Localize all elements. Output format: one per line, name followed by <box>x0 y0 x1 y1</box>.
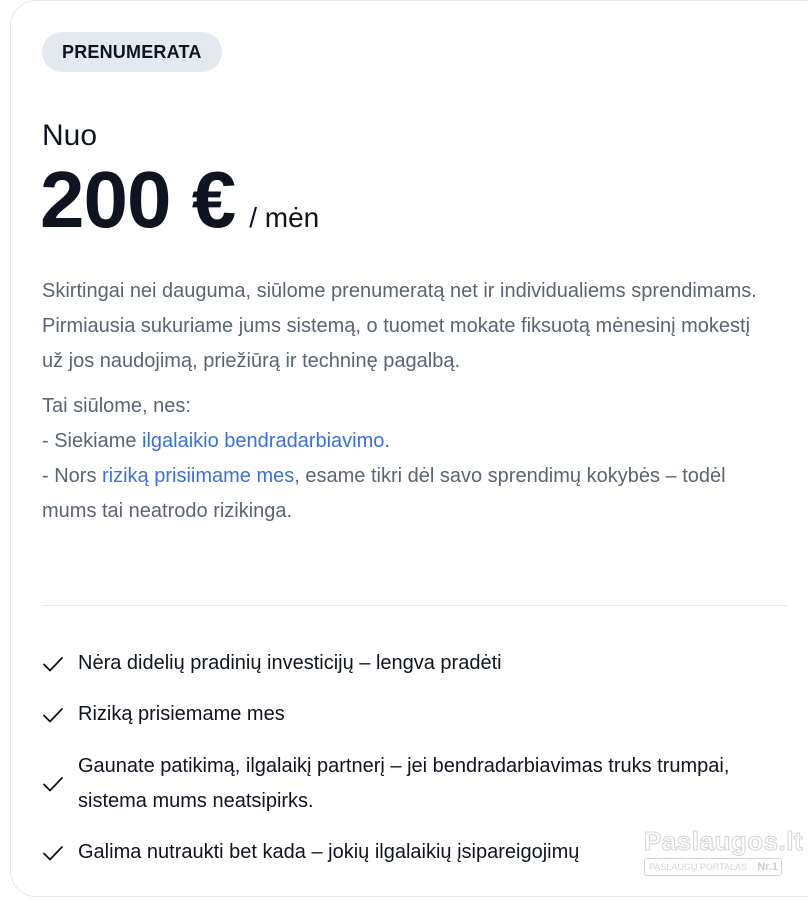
feature-text: Riziką prisiemame mes <box>78 703 285 725</box>
price-amount: 200 € <box>40 155 236 244</box>
reason-1-prefix: - Siekiame <box>42 430 143 452</box>
check-icon <box>42 773 64 795</box>
reason-1-suffix: . <box>384 430 390 452</box>
description-paragraph-1: Skirtingai nei dauguma, siūlome prenumeratą net ir individualiems sprendimams. <box>42 280 757 302</box>
price-period: / mėn <box>249 202 320 233</box>
watermark-subtitle-box <box>644 858 782 876</box>
feature-item <box>42 697 802 732</box>
check-icon <box>42 842 64 864</box>
section-divider <box>42 605 788 606</box>
price-row <box>40 152 319 248</box>
feature-item <box>42 749 802 819</box>
price-from-label: Nuo <box>42 119 98 152</box>
description-paragraph-2: Pirmiausia sukuriame jums sistemą, o tuomet mokate fiksuotą mėnesinį mokestį už jos naudojimą, priežiūrą ir techninę pagalbą. <box>42 315 751 372</box>
reasons-intro: Tai siūlome, nes: <box>42 395 191 417</box>
check-icon <box>42 653 64 675</box>
feature-text: Gaunate patikimą, ilgalaikį partnerį – jei bendradarbiavimas truks trumpai, sistema mums neatsipirks. <box>78 755 730 812</box>
feature-item <box>42 646 802 681</box>
reason-2-prefix: - Nors <box>42 465 102 487</box>
reason-2 <box>42 459 772 529</box>
feature-text: Nėra didelių pradinių investicijų – lengva pradėti <box>78 652 502 674</box>
watermark-rank: Nr.1 <box>757 861 778 873</box>
reason-2-link[interactable]: riziką prisiimame mes <box>102 465 295 487</box>
check-icon <box>42 704 64 726</box>
watermark-subtitle: PASLAUGŲ PORTALAS <box>649 862 748 872</box>
paslaugos-watermark <box>644 826 804 880</box>
plan-description <box>42 274 772 529</box>
feature-text: Galima nutraukti bet kada – jokių ilgalaikių įsipareigojimų <box>78 841 580 863</box>
watermark-brand: Paslaugos.lt <box>644 826 804 856</box>
reason-1 <box>42 424 772 459</box>
reason-1-link[interactable]: ilgalaikio bendradarbiavimo <box>142 430 385 452</box>
reason-2-suffix: , esame tikri dėl savo sprendimų kokybės – todėl mums tai neatrodo rizikinga. <box>42 465 726 522</box>
plan-badge: PRENUMERATA <box>42 32 222 72</box>
